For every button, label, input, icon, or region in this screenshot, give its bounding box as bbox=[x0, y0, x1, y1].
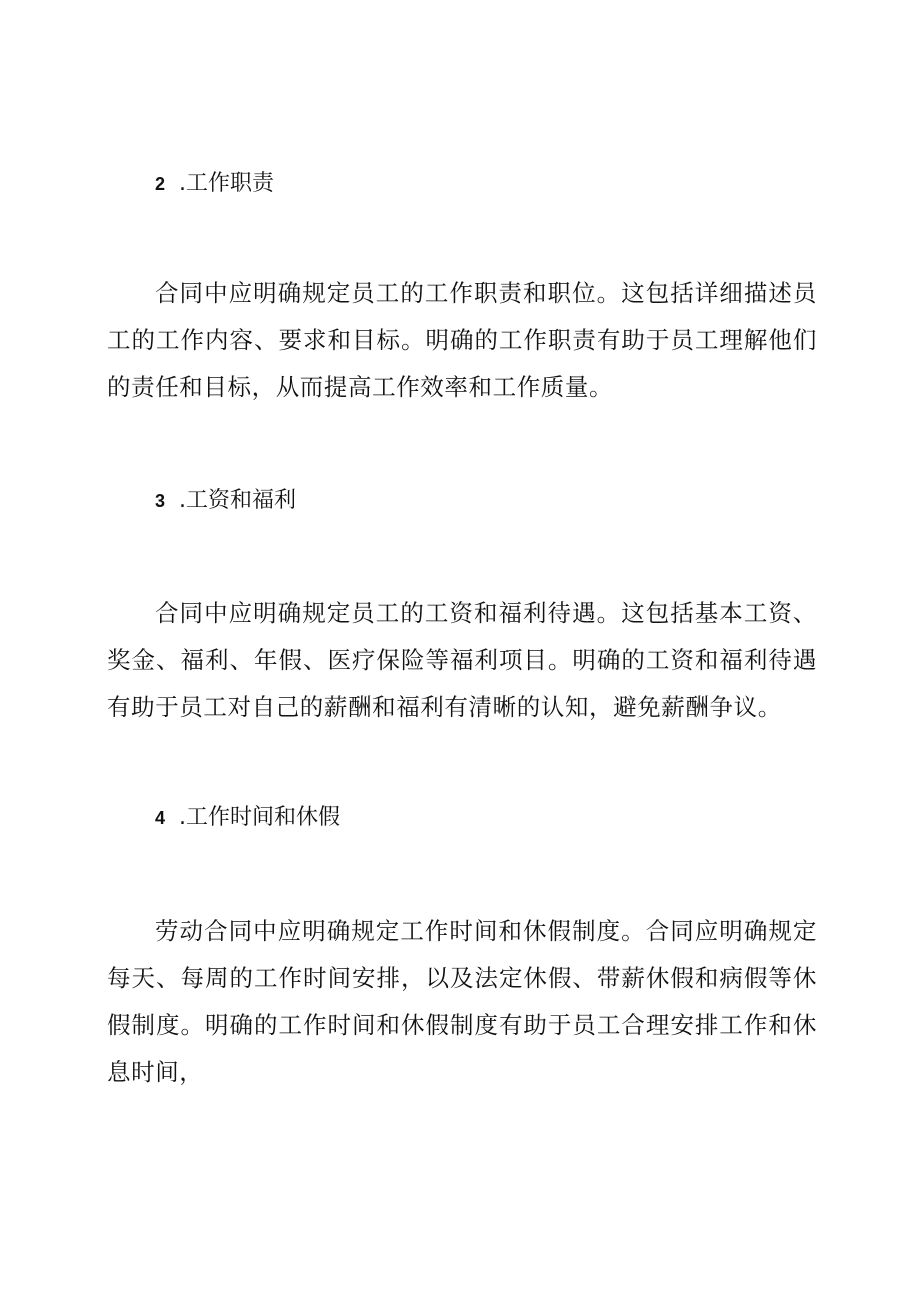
section-heading-2 bbox=[155, 169, 274, 199]
section-heading-3 bbox=[155, 486, 296, 516]
section-number: 4 bbox=[155, 808, 166, 828]
section-paragraph-3: 合同中应明确规定员工的工资和福利待遇。这包括基本工资、奖金、福利、年假、医疗保险等福利项目。明确的工资和福利待遇有助于员工对自己的薪酬和福利有清晰的认知，避免薪酬争议。 bbox=[107, 599, 817, 721]
section-number: 3 bbox=[155, 491, 166, 511]
section-paragraph-4: 劳动合同中应明确规定工作时间和休假制度。合同应明确规定每天、每周的工作时间安排，以及法定休假、带薪休假和病假等休假制度。明确的工作时间和休假制度有助于员工合理安排工作和休息时间， bbox=[107, 917, 817, 1086]
section-title: .工资和福利 bbox=[179, 488, 296, 513]
section-title: .工作时间和休假 bbox=[179, 805, 340, 830]
section-paragraph-2: 合同中应明确规定员工的工作职责和职位。这包括详细描述员工的工作内容、要求和目标。明确的工作职责有助于员工理解他们的责任和目标，从而提高工作效率和工作质量。 bbox=[107, 279, 817, 401]
section-heading-4 bbox=[155, 803, 340, 833]
section-number: 2 bbox=[155, 174, 166, 194]
section-title: .工作职责 bbox=[179, 171, 274, 196]
